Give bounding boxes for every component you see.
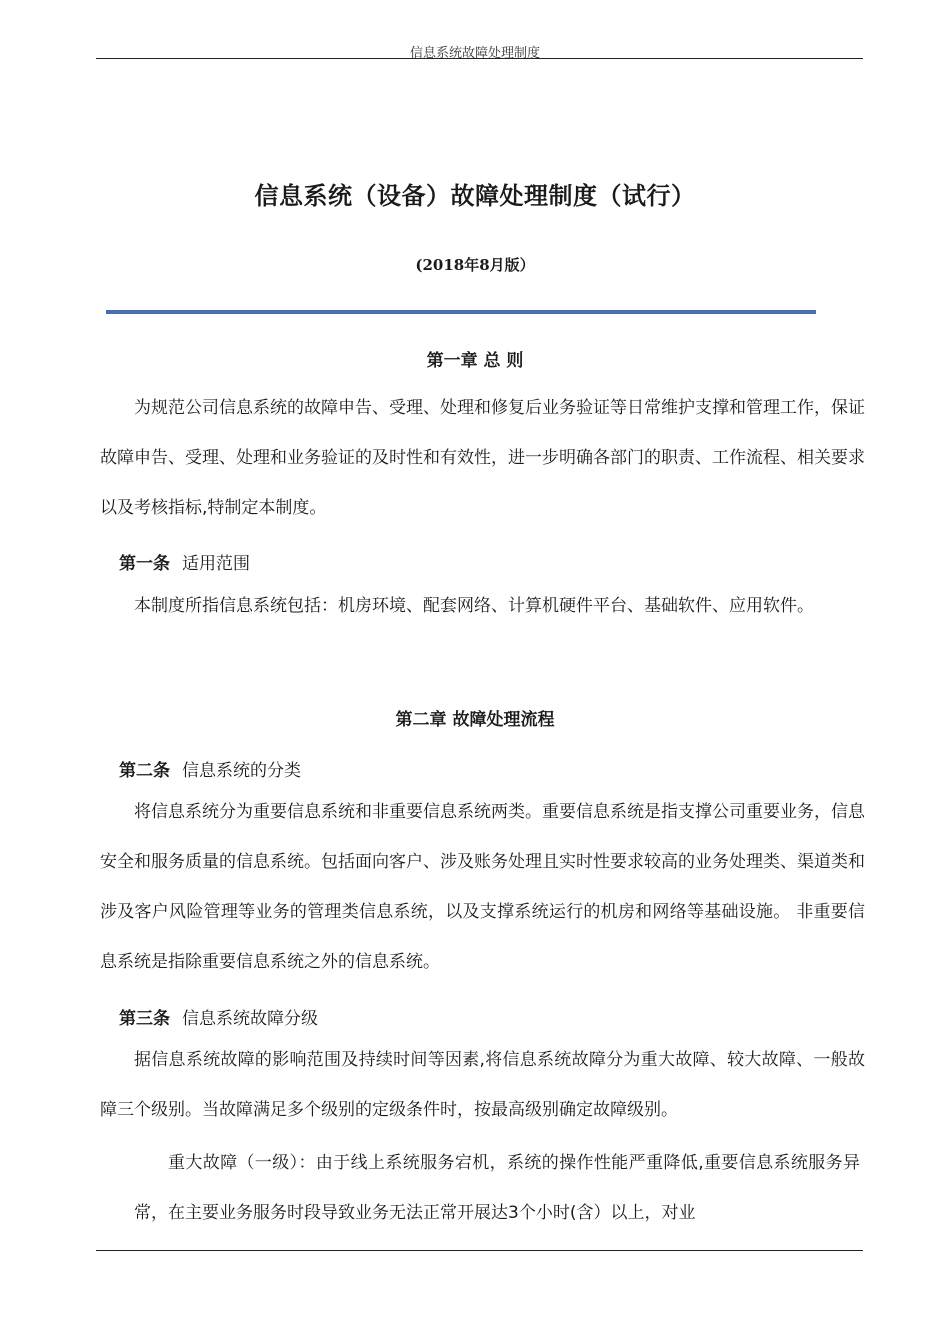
article-3-number: 第三条	[119, 1009, 170, 1029]
article-3-text: 据信息系统故障的影响范围及持续时间等因素,将信息系统故障分为重大故障、较大故障、一般故障三个级别。当故障满足多个级别的定级条件时，按最高级别确定故障级别。	[100, 1050, 865, 1120]
article-2-text: 将信息系统分为重要信息系统和非重要信息系统两类。重要信息系统是指支撑公司重要业务，信息安全和服务质量的信息系统。包括面向客户、涉及账务处理且实时性要求较高的业务处理类、渠道类和涉及客户风险管理等业务的管理类信息系统，以及支撑系统运行的机房和网络等基础设施。 非重要信息系统是指除重要信息系统之外的信息系统。	[100, 802, 865, 972]
article-1-title: 适用范围	[182, 554, 250, 574]
document-title: 信息系统（设备）故障处理制度（试行）	[254, 182, 696, 210]
chapter-2-heading: 第二章 故障处理流程	[395, 710, 555, 730]
article-1-text: 本制度所指信息系统包括：机房环境、配套网络、计算机硬件平台、基础软件、应用软件。	[134, 596, 814, 616]
chapter-1-intro: 为规范公司信息系统的故障申告、受理、处理和修复后业务验证等日常维护支撑和管理工作，保证故障申告、受理、处理和业务验证的及时性和有效性，进一步明确各部门的职责、工作流程、相关要求以及考核指标,特制定本制度。	[100, 398, 865, 518]
article-3-title: 信息系统故障分级	[182, 1009, 318, 1029]
article-2-title: 信息系统的分类	[182, 761, 301, 781]
running-header: 信息系统故障处理制度	[409, 46, 540, 61]
chapter-1-heading: 第一章 总 则	[426, 351, 524, 371]
article-1-heading	[119, 549, 250, 574]
header-rule	[96, 58, 863, 59]
article-3-heading	[119, 1004, 318, 1029]
footer-rule	[96, 1250, 863, 1251]
title-divider	[106, 310, 816, 314]
level-1-text: 重大故障（一级）：由于线上系统服务宕机，系统的操作性能严重降低,重要信息系统服务异常，在主要业务服务时段导致业务无法正常开展达3个小时(含）以上，对业	[134, 1153, 860, 1223]
article-1-number: 第一条	[119, 554, 170, 574]
edition-note: (2018年8月版）	[415, 256, 535, 274]
article-2-number: 第二条	[119, 761, 170, 781]
article-2-heading	[119, 756, 301, 781]
